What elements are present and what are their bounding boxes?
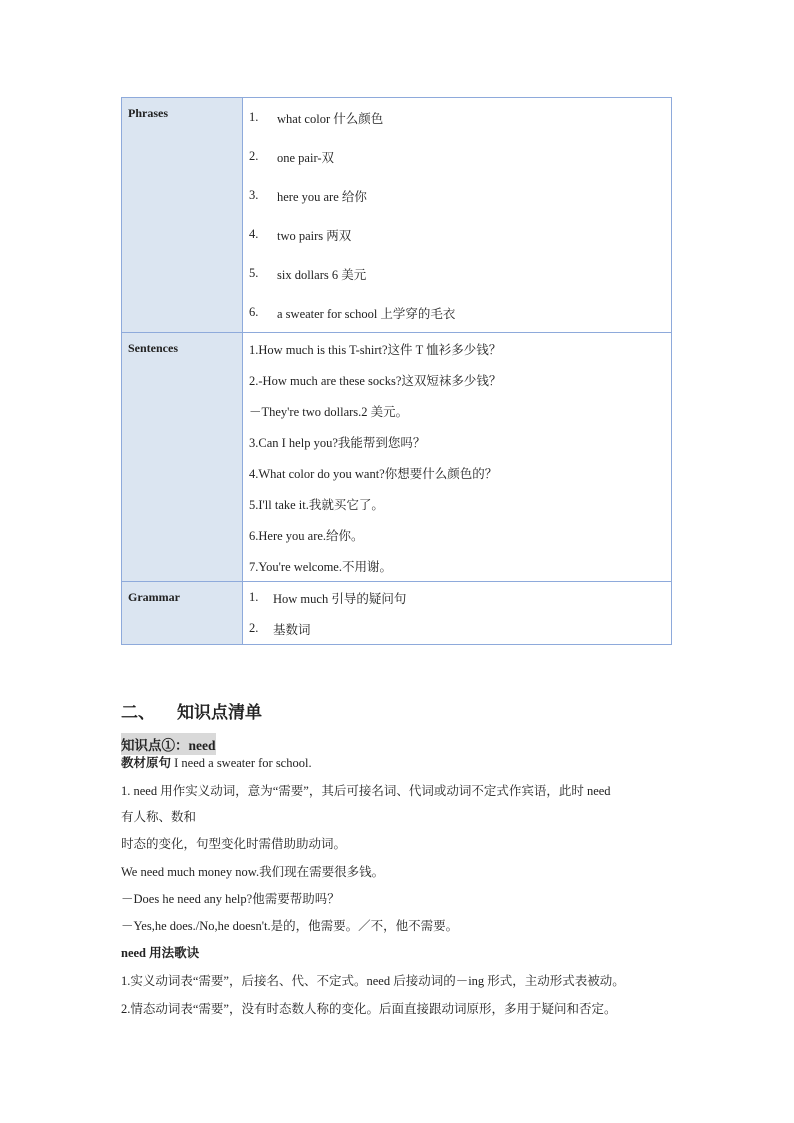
source-sentence: 教材原句 I need a sweater for school. xyxy=(121,756,312,770)
phrase-item: 3. here you are 给你 xyxy=(249,188,367,204)
phrase-item: 2. one pair-双 xyxy=(249,149,335,165)
sentence-item: 4.What color do you want?你想要什么颜色的？ xyxy=(249,466,498,481)
section-heading: 二、 知识点清单 xyxy=(121,703,262,723)
sentence-item: 1.How much is this T-shirt?这件 T 恤衫多少钱？ xyxy=(249,342,502,357)
example-line: －Does he need any help?他需要帮助吗？ xyxy=(121,892,340,906)
sentences-cell xyxy=(243,333,672,582)
body-line: 1. need 用作实义动词，意为“需要”，其后可接名词、代词或动词不定式作宾语，此时 need xyxy=(121,784,611,798)
tip-line: 1.实义动词表“需要”，后接名、代、不定式。need 后接动词的－ing 形式，主动形式表被动。 xyxy=(121,974,625,988)
tip-line: 2.情态动词表“需要”，没有时态数人称的变化。后面直接跟动词原形，多用于疑问和否定。 xyxy=(121,1002,617,1016)
phrases-cell xyxy=(243,98,672,333)
phrase-item: 4. two pairs 两双 xyxy=(249,227,352,243)
sentences-header: Sentences xyxy=(122,333,243,582)
sentence-item: －They're two dollars.2 美元。 xyxy=(249,404,409,419)
knowledge-point-title: 知识点①：need xyxy=(121,733,216,755)
sentence-item: 7.You're welcome.不用谢。 xyxy=(249,559,392,574)
grammar-header: Grammar xyxy=(122,582,243,645)
sentence-item: 3.Can I help you?我能帮到您吗？ xyxy=(249,435,426,450)
phrase-item: 1. what color 什么颜色 xyxy=(249,110,384,126)
example-line: We need much money now.我们现在需要很多钱。 xyxy=(121,865,385,879)
vocabulary-table xyxy=(121,97,672,645)
grammar-item: 1. How much 引导的疑问句 xyxy=(249,590,407,606)
grammar-cell xyxy=(243,582,672,645)
body-line: 有人称、数和 xyxy=(121,810,197,824)
sentence-item: 6.Here you are.给你。 xyxy=(249,528,364,543)
tip-title: need 用法歌诀 xyxy=(121,946,200,960)
phrase-item: 6. a sweater for school 上学穿的毛衣 xyxy=(249,305,456,321)
sentence-item: 5.I'll take it.我就买它了。 xyxy=(249,497,384,512)
phrase-item: 5. six dollars 6 美元 xyxy=(249,266,367,282)
grammar-item: 2. 基数词 xyxy=(249,621,311,637)
phrases-header: Phrases xyxy=(122,98,243,333)
example-line: －Yes,he does./No,he doesn't.是的，他需要。／不，他不需要。 xyxy=(121,919,459,933)
sentence-item: 2.-How much are these socks?这双短袜多少钱？ xyxy=(249,373,502,388)
body-line: 时态的变化，句型变化时需借助助动词。 xyxy=(121,837,347,851)
